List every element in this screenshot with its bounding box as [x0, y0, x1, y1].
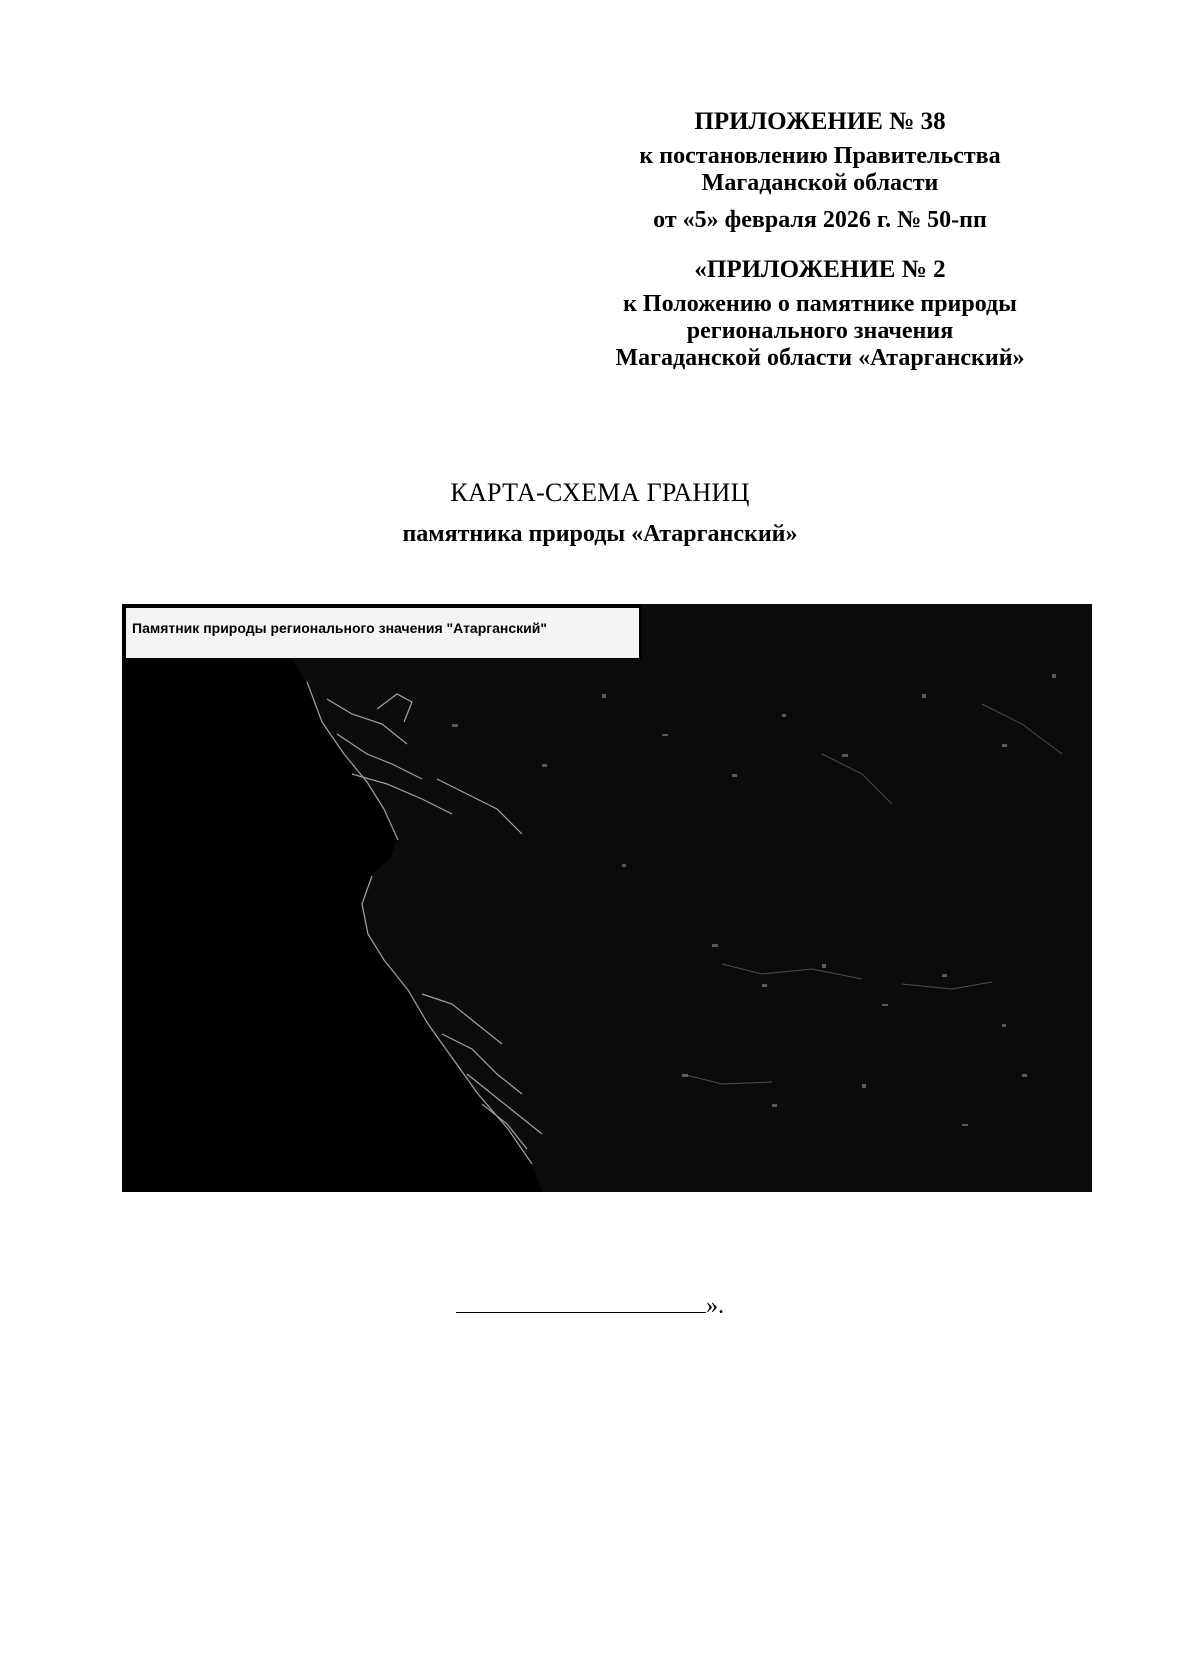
- regulation-line-2: регионального значения: [686, 318, 954, 344]
- signature-rule: [456, 1292, 706, 1313]
- inner-appendix-number: «ПРИЛОЖЕНИЕ № 2: [694, 256, 946, 283]
- map-title: КАРТА-СХЕМА ГРАНИЦ: [450, 478, 750, 507]
- resolution-line-2: Магаданской области: [701, 170, 939, 196]
- regulation-line-1: к Положению о памятнике природы: [623, 291, 1017, 317]
- resolution-date-number: от «5» февраля 2026 г. № 50-пп: [653, 207, 987, 233]
- appendix-number: ПРИЛОЖЕНИЕ № 38: [694, 108, 946, 135]
- satellite-image: [122, 604, 1092, 1192]
- map-label: Памятник природы регионального значения "Атарганский": [126, 608, 639, 658]
- map-subtitle: памятника природы «Атарганский»: [402, 521, 798, 547]
- appendix-header: [560, 108, 1080, 372]
- closing-line: [456, 1292, 724, 1320]
- regulation-line-3: Магаданской области «Атарганский»: [615, 345, 1025, 371]
- map-heading: [340, 478, 860, 548]
- closing-mark: ».: [706, 1293, 724, 1319]
- resolution-line-1: к постановлению Правительства: [639, 143, 1001, 169]
- satellite-map: [122, 604, 1092, 1192]
